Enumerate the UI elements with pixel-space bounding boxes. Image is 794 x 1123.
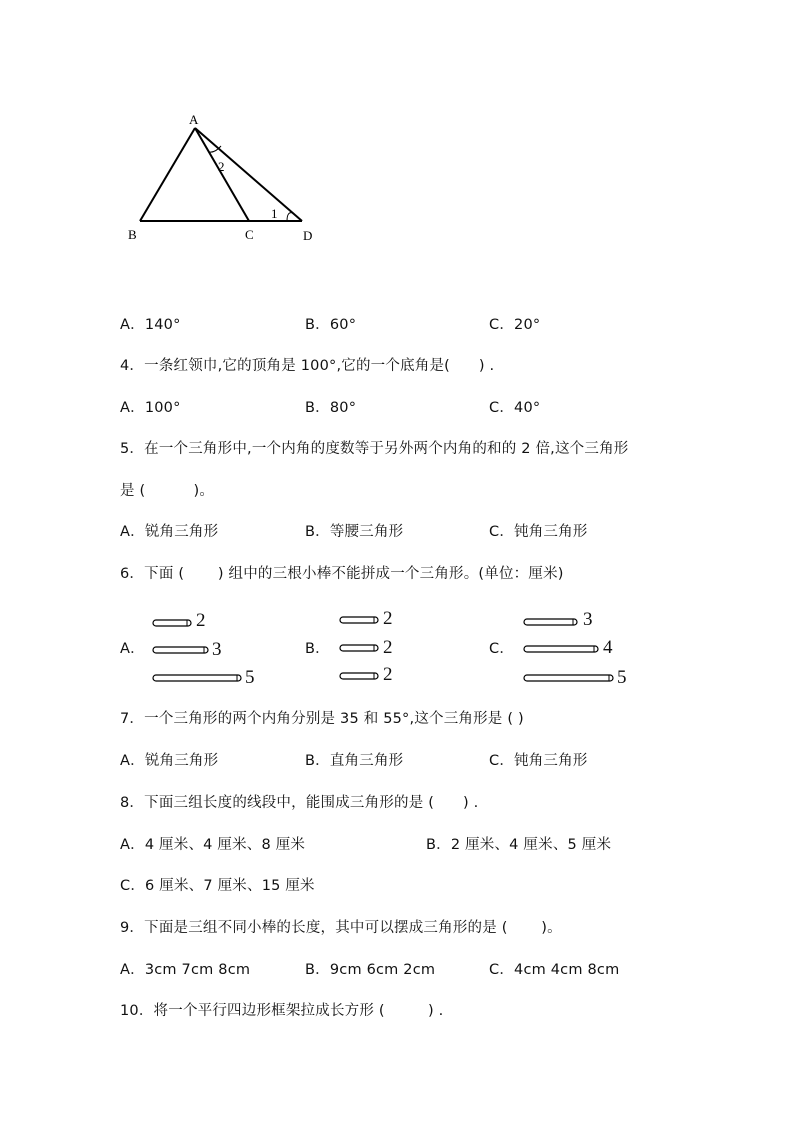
label-angle-1: 1: [271, 206, 278, 221]
q8-option-c[interactable]: C．6 厘米、7 厘米、15 厘米: [120, 878, 315, 894]
triangle-figure: [0, 0, 794, 260]
q7-stem: 7．一个三角形的两个内角分别是 35 和 55°,这个三角形是 ( ): [120, 711, 524, 727]
stick-b-1: [340, 617, 378, 623]
q6-option-c-label[interactable]: C．: [489, 641, 515, 657]
q3-option-c[interactable]: C．20°: [489, 317, 541, 333]
stick-a-3-length: 5: [245, 667, 255, 688]
q3-option-a[interactable]: A．140°: [120, 317, 181, 333]
stick-a-1: [153, 620, 191, 626]
q5-option-a[interactable]: A．锐角三角形: [120, 524, 219, 540]
stick-a-3: [153, 675, 241, 681]
q7-option-c[interactable]: C．钝角三角形: [489, 753, 588, 769]
stick-c-1-length: 3: [583, 609, 593, 630]
stick-c-1: [524, 619, 577, 625]
q5-option-b[interactable]: B．等腰三角形: [305, 524, 404, 540]
q4-stem: 4．一条红领巾,它的顶角是 100°,它的一个底角是( ) .: [120, 358, 495, 374]
q4-option-a[interactable]: A．100°: [120, 400, 181, 416]
q6-stem: 6．下面 ( ) 组中的三根小棒不能拼成一个三角形。(单位：厘米): [120, 566, 564, 582]
q10-stem: 10．将一个平行四边形框架拉成长方形 ( ) .: [120, 1003, 444, 1019]
label-b: B: [128, 227, 137, 242]
stick-b-2: [340, 645, 378, 651]
label-c: C: [245, 227, 254, 242]
q8-option-b[interactable]: B．2 厘米、4 厘米、5 厘米: [426, 837, 612, 853]
line-ab: [140, 128, 195, 221]
q9-option-c[interactable]: C．4cm 4cm 8cm: [489, 962, 620, 978]
stick-b-1-length: 2: [383, 608, 393, 629]
label-a: A: [189, 112, 199, 127]
stick-b-3-length: 2: [383, 664, 393, 685]
stick-c-3: [524, 675, 613, 681]
q6-option-b-label[interactable]: B．: [305, 641, 330, 657]
line-ac: [195, 128, 249, 221]
q5-option-c[interactable]: C．钝角三角形: [489, 524, 588, 540]
stick-a-2: [153, 647, 208, 653]
q4-option-c[interactable]: C．40°: [489, 400, 541, 416]
q3-option-b[interactable]: B．60°: [305, 317, 357, 333]
label-angle-2: 2: [218, 159, 225, 174]
q5-stem-line1: 5．在一个三角形中,一个内角的度数等于另外两个内角的和的 2 倍,这个三角形: [120, 441, 629, 457]
q5-stem-line2: 是 ( )。: [120, 483, 215, 499]
stick-c-2: [524, 646, 598, 652]
angle-arc-1: [287, 213, 293, 221]
line-ad: [195, 128, 302, 221]
stick-a-1-length: 2: [196, 610, 206, 631]
q8-stem: 8．下面三组长度的线段中，能围成三角形的是 ( ) .: [120, 795, 479, 811]
stick-c-3-length: 5: [617, 667, 627, 688]
q9-stem: 9．下面是三组不同小棒的长度，其中可以摆成三角形的是 ( )。: [120, 920, 562, 936]
q4-option-b[interactable]: B．80°: [305, 400, 357, 416]
q9-option-a[interactable]: A．3cm 7cm 8cm: [120, 962, 251, 978]
q9-option-b[interactable]: B．9cm 6cm 2cm: [305, 962, 436, 978]
q7-option-a[interactable]: A．锐角三角形: [120, 753, 219, 769]
stick-c-2-length: 4: [603, 637, 613, 658]
q8-option-a[interactable]: A．4 厘米、4 厘米、8 厘米: [120, 837, 306, 853]
label-d: D: [303, 228, 313, 243]
stick-a-2-length: 3: [212, 639, 222, 660]
q7-option-b[interactable]: B．直角三角形: [305, 753, 404, 769]
stick-b-2-length: 2: [383, 637, 393, 658]
q6-option-a-label[interactable]: A．: [120, 641, 145, 657]
stick-b-3: [340, 673, 378, 679]
